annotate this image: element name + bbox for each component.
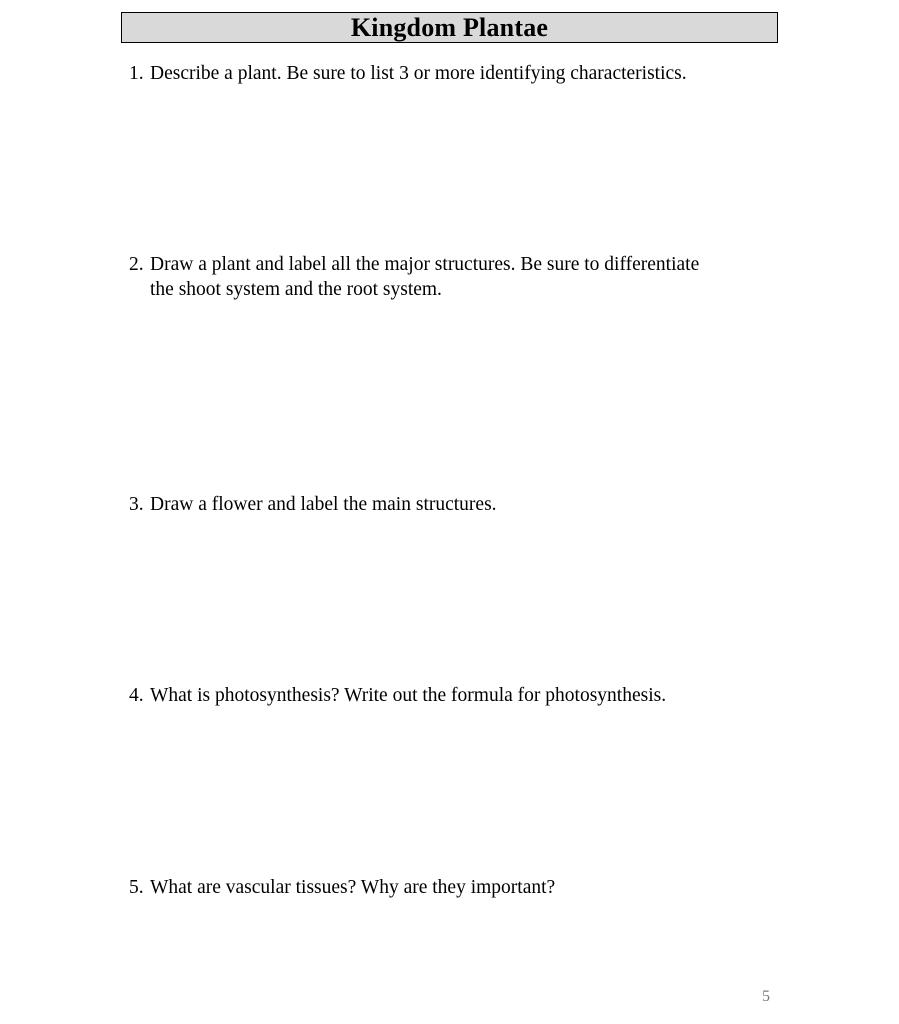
question-text: What is photosynthesis? Write out the formula for photosynthesis. <box>150 685 667 706</box>
question-number: 5. <box>129 877 144 898</box>
question-3 <box>129 492 769 517</box>
question-number: 3. <box>129 494 144 515</box>
question-text: Describe a plant. Be sure to list 3 or more identifying characteristics. <box>150 63 687 84</box>
question-text-continued: the shoot system and the root system. <box>150 279 442 300</box>
question-text: Draw a plant and label all the major structures. Be sure to differentiate <box>150 254 700 275</box>
question-4 <box>129 683 769 708</box>
page-number: 5 <box>762 988 770 1005</box>
question-number: 4. <box>129 685 144 706</box>
question-2 <box>129 252 769 302</box>
question-1 <box>129 61 769 86</box>
question-text: Draw a flower and label the main structures. <box>150 494 497 515</box>
question-number: 2. <box>129 254 144 275</box>
question-text: What are vascular tissues? Why are they important? <box>150 877 556 898</box>
title-banner <box>121 12 778 43</box>
question-5 <box>129 875 769 900</box>
page-title: Kingdom Plantae <box>350 12 549 42</box>
question-number: 1. <box>129 63 144 84</box>
